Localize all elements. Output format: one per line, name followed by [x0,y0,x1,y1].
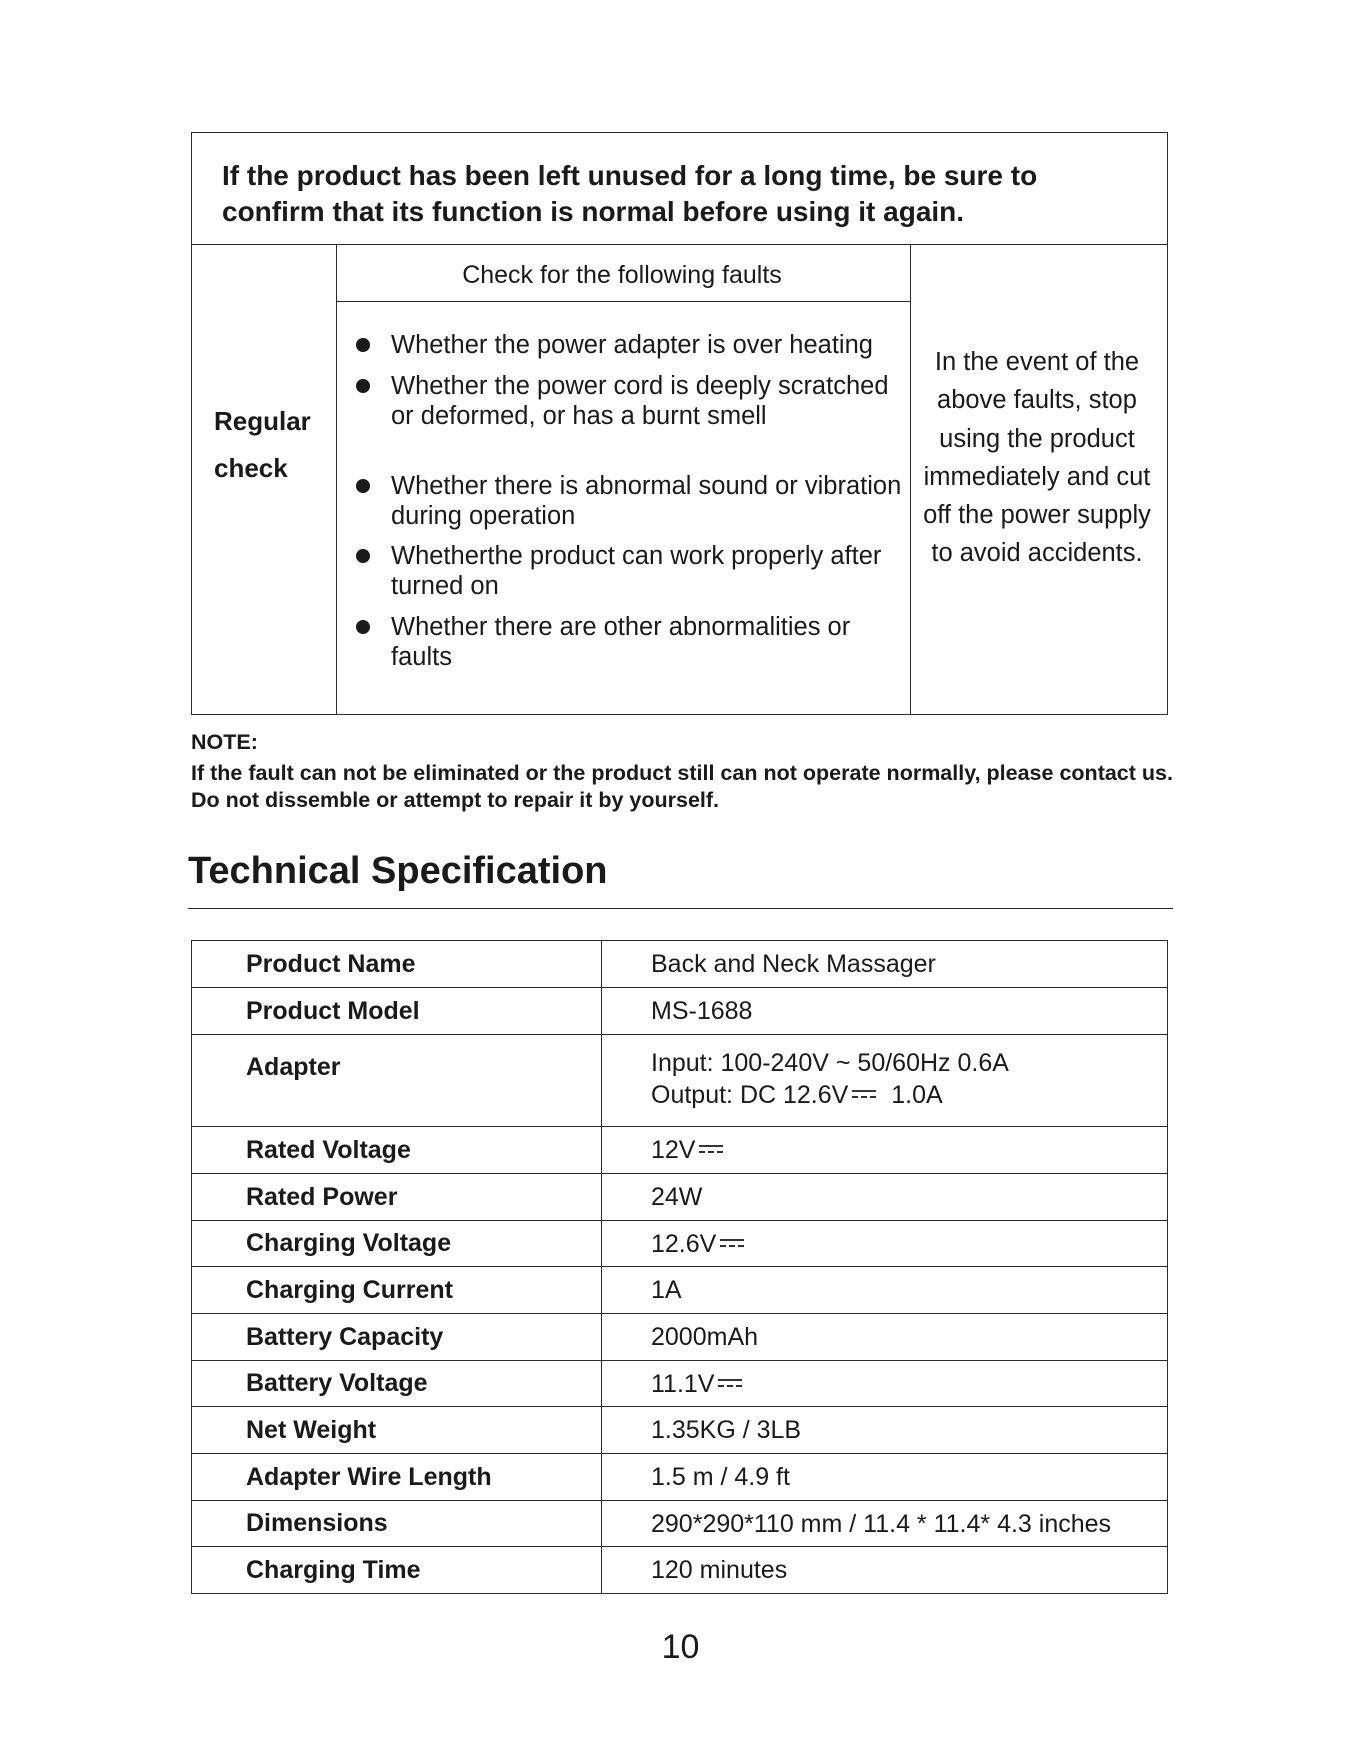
table-row [192,1221,1168,1267]
page-number: 10 [661,1628,700,1666]
bullet-icon [356,549,370,563]
spec-value: 2000mAh [602,1314,1168,1361]
table-row [192,1361,1168,1407]
dc-symbol-icon [699,1143,723,1155]
row-label [214,398,311,492]
spec-label: Rated Voltage [192,1127,602,1174]
note-text: If the fault can not be eliminated or the product still can not operate normally, please contact us. Do not dissemble or attempt to repair it by yourself. [191,761,1173,812]
spec-table [191,940,1168,1594]
list-item [356,541,906,601]
spec-value: 1A [602,1267,1168,1314]
spec-label: Product Name [192,941,602,988]
spec-value: 1.35KG / 3LB [602,1407,1168,1454]
label-column-divider [336,244,337,715]
dc-symbol-icon [852,1088,876,1100]
list-item [356,330,906,360]
warning-divider [191,244,1168,245]
spec-value: 290*290*110 mm / 11.4 * 11.4* 4.3 inches [602,1501,1168,1547]
spec-label: Net Weight [192,1407,602,1454]
title-underline [188,908,1173,909]
table-row [192,1314,1168,1361]
faults-heading: Check for the following faults [462,261,782,289]
list-item [356,471,906,531]
spec-label: Adapter Wire Length [192,1454,602,1501]
spec-label: Charging Time [192,1547,602,1594]
bullet-icon [356,379,370,393]
bullet-icon [356,479,370,493]
spec-value: 1.5 m / 4.9 ft [602,1454,1168,1501]
spec-label: Charging Current [192,1267,602,1314]
action-column-divider [910,244,911,715]
table-row [192,1547,1168,1594]
fault-text: Whether there are other abnormalities or faults [391,613,851,671]
table-row [192,1174,1168,1221]
spec-value-text: 12V [651,1136,696,1164]
spec-label: Dimensions [192,1501,602,1547]
dc-symbol-icon [718,1377,742,1389]
faults-heading-divider [336,301,910,302]
warning-text: If the product has been left unused for a long time, be sure to confirm that its function is normal before using it again. [222,160,1038,227]
fault-text: Whetherthe product can work properly after turned on [391,542,882,600]
spec-label: Product Model [192,988,602,1035]
spec-value: Back and Neck Massager [602,941,1168,988]
fault-text: Whether there is abnormal sound or vibration during operation [391,472,902,530]
spec-value [602,1221,1168,1267]
note-label: NOTE: [191,730,258,754]
table-row [192,1267,1168,1314]
list-item [356,612,906,672]
spec-label: Charging Voltage [192,1221,602,1267]
list-item [356,371,906,431]
spec-value [602,1127,1168,1174]
spec-value: 24W [602,1174,1168,1221]
adapter-input: Input: 100-240V ~ 50/60Hz 0.6A [651,1049,1009,1077]
fault-text: Whether the power adapter is over heating [391,331,873,359]
table-row [192,1501,1168,1547]
action-text: In the event of the above faults, stop using the product immediately and cut off the power supply to avoid accidents. [923,348,1151,568]
table-row [192,1407,1168,1454]
adapter-output [651,1079,1167,1111]
spec-value-text: 11.1V [651,1369,715,1398]
fault-text: Whether the power cord is deeply scratched or deformed, or has a burnt smell [391,372,889,430]
spec-value [602,1361,1168,1407]
table-row [192,1127,1168,1174]
table-row [192,941,1168,988]
row-label-line2: check [214,453,288,483]
table-row [192,1454,1168,1501]
spec-value: 120 minutes [602,1547,1168,1594]
dc-symbol-icon [720,1237,744,1249]
bullet-icon [356,620,370,634]
adapter-output-voltage: Output: DC 12.6V [651,1081,849,1109]
spec-label: Battery Voltage [192,1361,602,1407]
spec-label: Rated Power [192,1174,602,1221]
row-label-line1: Regular [214,406,311,436]
adapter-output-current: 1.0A [891,1081,943,1109]
table-row [192,988,1168,1035]
spec-value: MS-1688 [602,988,1168,1035]
table-row [192,1035,1168,1127]
section-title: Technical Specification [188,850,608,892]
bullet-icon [356,338,370,352]
spec-label: Battery Capacity [192,1314,602,1361]
spec-value [602,1035,1168,1127]
spec-label: Adapter [192,1035,602,1127]
spec-value-text: 12.6V [651,1229,717,1258]
